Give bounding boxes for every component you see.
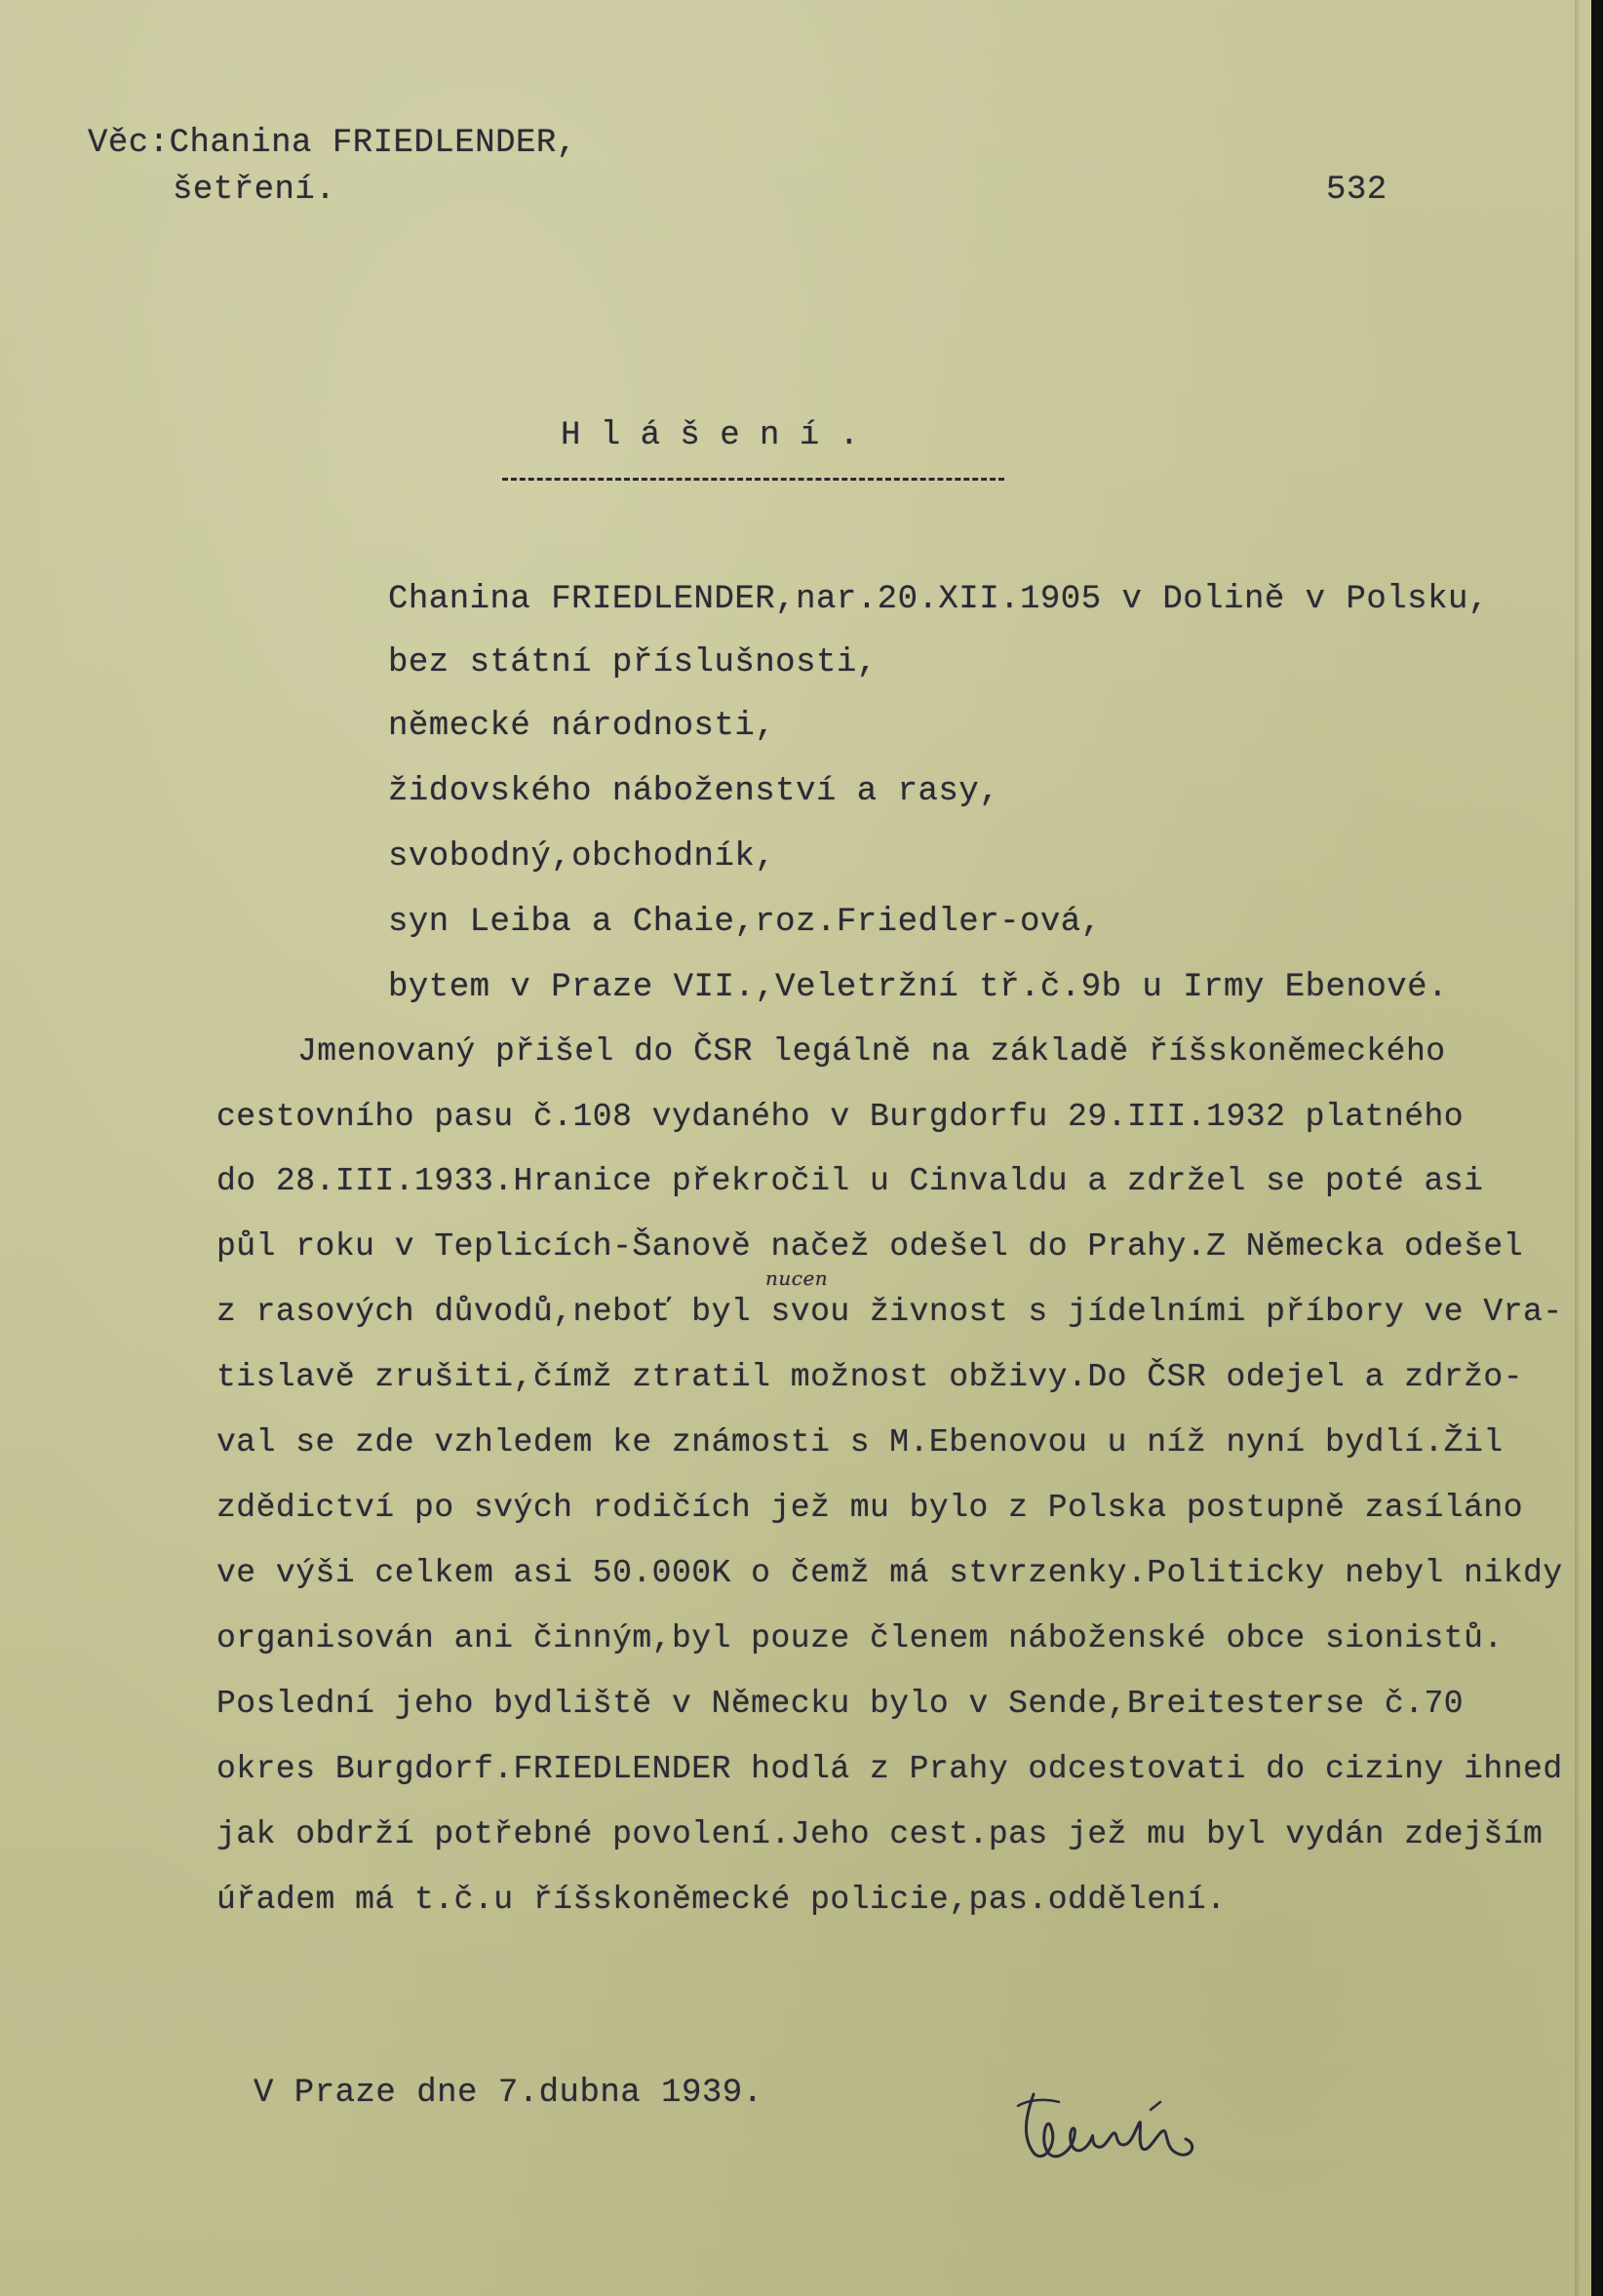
paper-fold-shadow <box>1575 0 1581 2296</box>
body-line-13: jak obdrží potřebné povolení.Jeho cest.pas jež mu byl vydán zdejším <box>216 1816 1544 1852</box>
scan-edge <box>1591 0 1603 2296</box>
body-line-1: Jmenovaný přišel do ČSR legálně na základě říšskoněmeckého <box>297 1033 1446 1070</box>
detail-line-1: Chanina FRIEDLENDER,nar.20.XII.1905 v Dolině v Polsku, <box>388 581 1489 618</box>
subject-line: Věc:Chanina FRIEDLENDER, <box>88 125 577 162</box>
body-line-3: do 28.III.1933.Hranice překročil u Cinvaldu a zdržel se poté asi <box>216 1163 1484 1199</box>
detail-line-2: bez státní příslušnosti, <box>388 644 878 681</box>
body-line-2: cestovního pasu č.108 vydaného v Burgdorfu 29.III.1932 platného <box>216 1099 1465 1135</box>
body-line-5: z rasových důvodů,neboť byl svou živnost s jídelními příbory ve Vra- <box>216 1294 1563 1330</box>
document-title: H l á š e n í . <box>561 417 860 454</box>
body-line-14: úřadem má t.č.u říšskoněmecké policie,pas.oddělení. <box>216 1882 1227 1918</box>
body-line-9: ve výši celkem asi 50.000K o čemž má stvrzenky.Politicky nebyl nikdy <box>216 1555 1563 1591</box>
body-line-7: val se zde vzhledem ke známosti s M.Ebenovou u níž nyní bydlí.Žil <box>216 1424 1504 1460</box>
body-line-11: Poslední jeho bydliště v Německu bylo v Sende,Breitesterse č.70 <box>216 1686 1465 1722</box>
subject-line-2: šetření. <box>173 172 336 209</box>
detail-line-5: svobodný,obchodník, <box>388 838 776 876</box>
title-underline <box>502 478 1004 481</box>
body-line-10: organisován ani činným,byl pouze členem náboženské obce sionistů. <box>216 1620 1504 1656</box>
detail-line-4: židovského náboženství a rasy, <box>388 773 1000 810</box>
place-date: V Praze dne 7.dubna 1939. <box>254 2075 763 2112</box>
body-line-12: okres Burgdorf.FRIEDLENDER hodlá z Prahy odcestovati do ciziny ihned <box>216 1751 1563 1787</box>
handwritten-insertion: nucen <box>765 1266 829 1290</box>
detail-line-7: bytem v Praze VII.,Veletržní tř.č.9b u Irmy Ebenové. <box>388 969 1448 1006</box>
body-line-8: zdědictví po svých rodičích jež mu bylo z Polska postupně zasíláno <box>216 1490 1524 1526</box>
detail-line-3: německé národnosti, <box>388 708 776 745</box>
page-number: 532 <box>1326 172 1388 209</box>
body-line-4: půl roku v Teplicích-Šanově načež odešel do Prahy.Z Německa odešel <box>216 1228 1524 1265</box>
detail-line-6: syn Leiba a Chaie,roz.Friedler-ová, <box>388 904 1102 941</box>
signature <box>1004 2077 1209 2184</box>
body-line-6: tislavě zrušiti,čímž ztratil možnost obživy.Do ČSR odejel a zdržo- <box>216 1359 1524 1395</box>
